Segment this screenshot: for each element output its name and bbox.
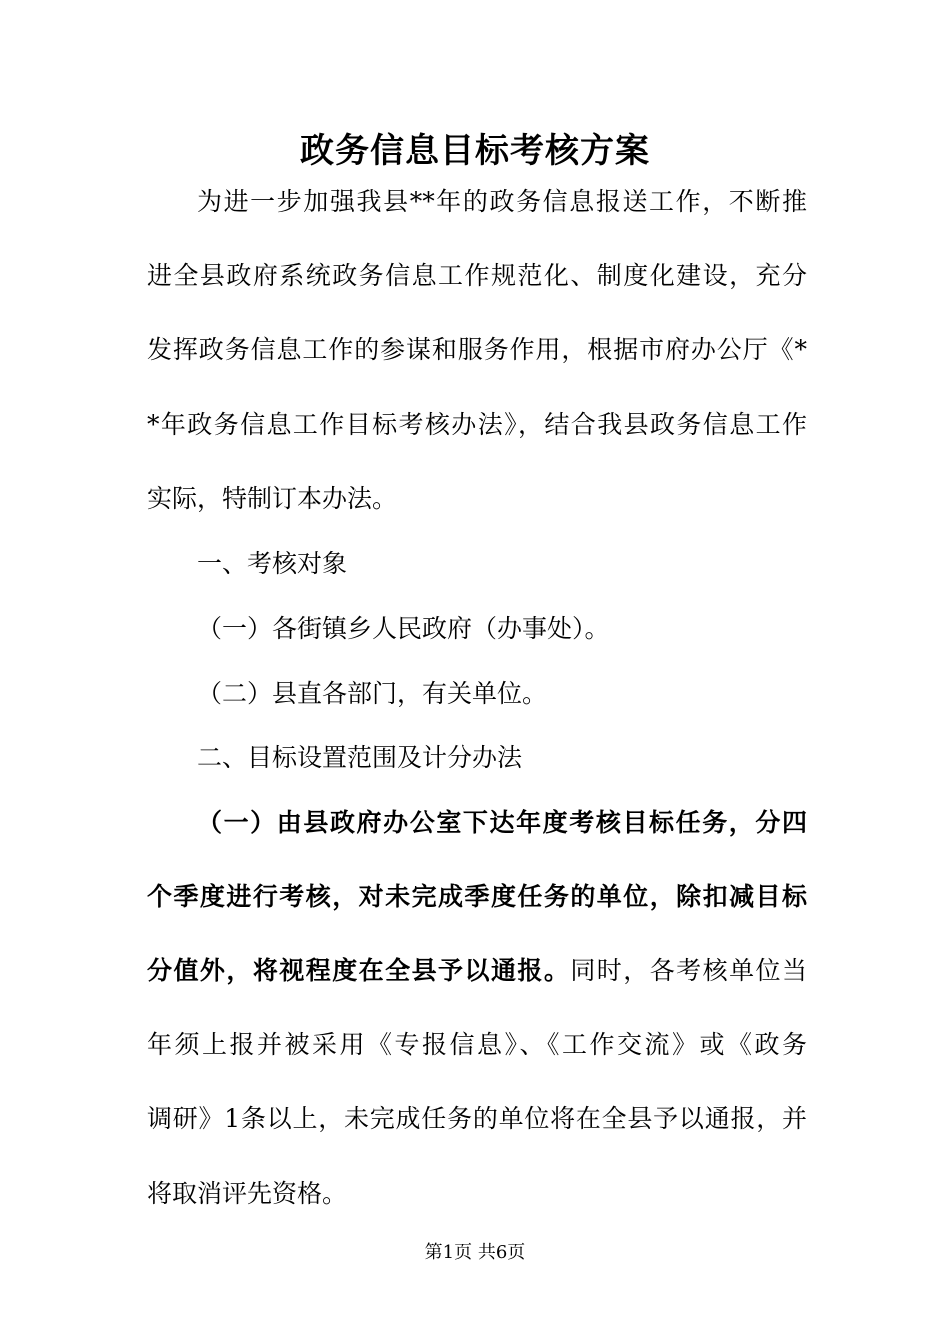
intro-line-3: 发挥政务信息工作的参谋和服务作用，根据市府办公厅《* (147, 335, 807, 364)
document-title: 政务信息目标考核方案 (300, 131, 650, 171)
intro-line-2: 进全县政府系统政务信息工作规范化、制度化建设，充分 (147, 261, 807, 290)
page-footer: 第1页 共6页 (424, 1242, 526, 1263)
section1-item-1: （一）各街镇乡人民政府（办事处）。 (197, 614, 610, 643)
section2-para-line-6: 将取消评先资格。 (147, 1179, 348, 1208)
section2-para-line-3-rest: 同时，各考核单位当 (570, 956, 807, 985)
section2-heading: 二、目标设置范围及计分办法 (197, 743, 523, 772)
section1-item-2: （二）县直各部门，有关单位。 (197, 679, 548, 708)
intro-line-5: 实际，特制订本办法。 (147, 484, 398, 513)
intro-line-1: 为进一步加强我县**年的政务信息报送工作，不断推 (197, 187, 807, 216)
section2-para-line-3-bold: 分值外，将视程度在全县予以通报。 (147, 956, 571, 985)
section2-para-line-3 (147, 953, 807, 989)
section2-para-line-5: 调研》1条以上，未完成任务的单位将在全县予以通报，并 (147, 1104, 807, 1133)
section2-para-line-1: （一）由县政府办公室下达年度考核目标任务，分四 (197, 808, 807, 837)
intro-line-4: *年政务信息工作目标考核办法》，结合我县政务信息工作 (147, 410, 807, 439)
section1-heading: 一、考核对象 (197, 549, 348, 578)
section2-para-line-4: 年须上报并被采用《专报信息》、《工作交流》或《政务 (147, 1030, 807, 1059)
section2-para-line-2: 个季度进行考核，对未完成季度任务的单位，除扣减目标 (147, 882, 807, 911)
